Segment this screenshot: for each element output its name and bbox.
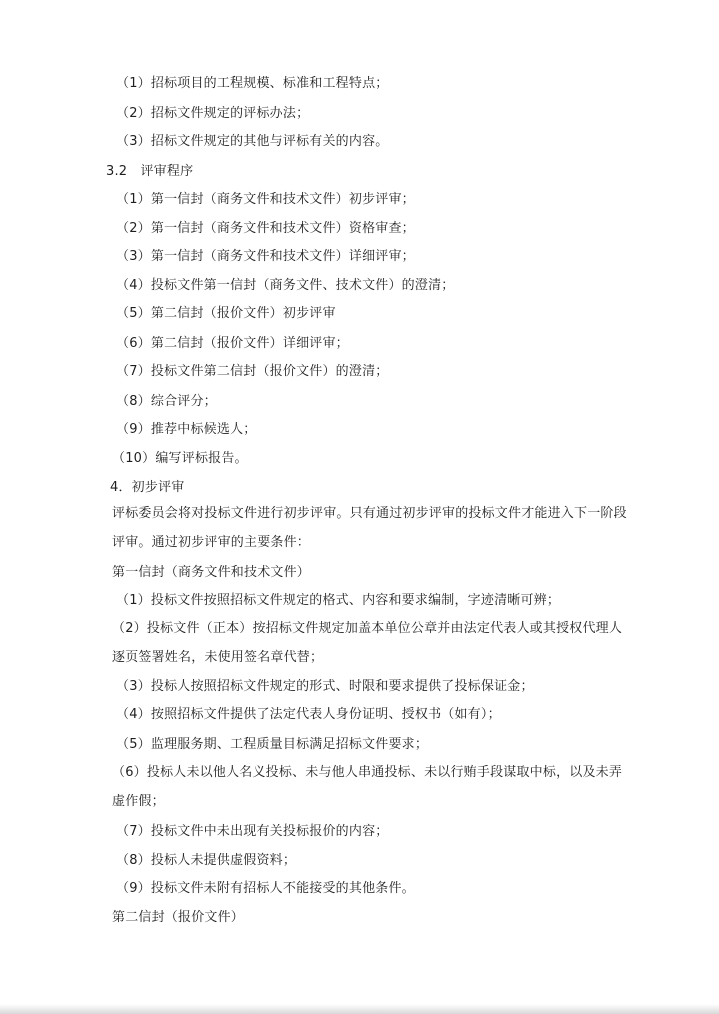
condition-9: （9）投标文件未附有招标人不能接受的其他条件。 — [116, 881, 415, 896]
section-heading-4: 4．初步评审 — [110, 480, 185, 495]
condition-4: （4）按照招标文件提供了法定代表人身份证明、授权书（如有）； — [116, 707, 501, 722]
condition-6: （6）投标人未以他人名义投标、未与他人串通投标、未以行贿手段谋取中标，以及未弄虚作假； — [112, 765, 623, 809]
procedure-item-5: （5）第二信封（报价文件）初步评审 — [116, 306, 336, 321]
envelope-2-heading: 第二信封（报价文件） — [112, 910, 245, 925]
procedure-item-6: （6）第二信封（报价文件）详细评审； — [116, 336, 349, 351]
procedure-item-7: （7）投标文件第二信封（报价文件）的澄清； — [116, 364, 389, 379]
condition-3: （3）投标人按照招标文件规定的形式、时限和要求提供了投标保证金； — [116, 679, 534, 694]
procedure-item-2: （2）第一信封（商务文件和技术文件）资格审查； — [116, 221, 415, 236]
list-item-1: （1）招标项目的工程规模、标准和工程特点； — [116, 76, 389, 91]
procedure-item-4: （4）投标文件第一信封（商务文件、技术文件）的澄清； — [116, 278, 455, 293]
condition-2: （2）投标文件（正本）按招标文件规定加盖本单位公章并由法定代表人或其授权代理人逐页签署姓名，未使用签名章代替； — [112, 621, 623, 665]
list-item-3: （3）招标文件规定的其他与评标有关的内容。 — [116, 134, 389, 149]
condition-1: （1）投标文件按照招标文件规定的格式、内容和要求编制，字迹清晰可辨； — [116, 593, 561, 608]
envelope-1-heading: 第一信封（商务文件和技术文件） — [112, 565, 311, 580]
procedure-item-9: （9）推荐中标候选人； — [116, 422, 257, 437]
section-heading-3-2: 3.2 评审程序 — [106, 164, 194, 179]
page-bottom-edge — [0, 1004, 719, 1014]
condition-8: （8）投标人未提供虚假资料； — [116, 853, 297, 868]
procedure-item-1: （1）第一信封（商务文件和技术文件）初步评审； — [116, 192, 415, 207]
procedure-item-3: （3）第一信封（商务文件和技术文件）详细评审； — [116, 249, 415, 264]
condition-5: （5）监理服务期、工程质量目标满足招标文件要求； — [116, 737, 429, 752]
condition-7: （7）投标文件中未出现有关投标报价的内容； — [116, 824, 389, 839]
procedure-item-10: （10）编写评标报告。 — [112, 451, 248, 466]
intro-paragraph: 评标委员会将对投标文件进行初步评审。只有通过初步评审的投标文件才能进入下一阶段评审。通过初步评审的主要条件： — [112, 506, 627, 550]
list-item-2: （2）招标文件规定的评标办法； — [116, 106, 310, 121]
procedure-item-8: （8）综合评分； — [116, 394, 217, 409]
